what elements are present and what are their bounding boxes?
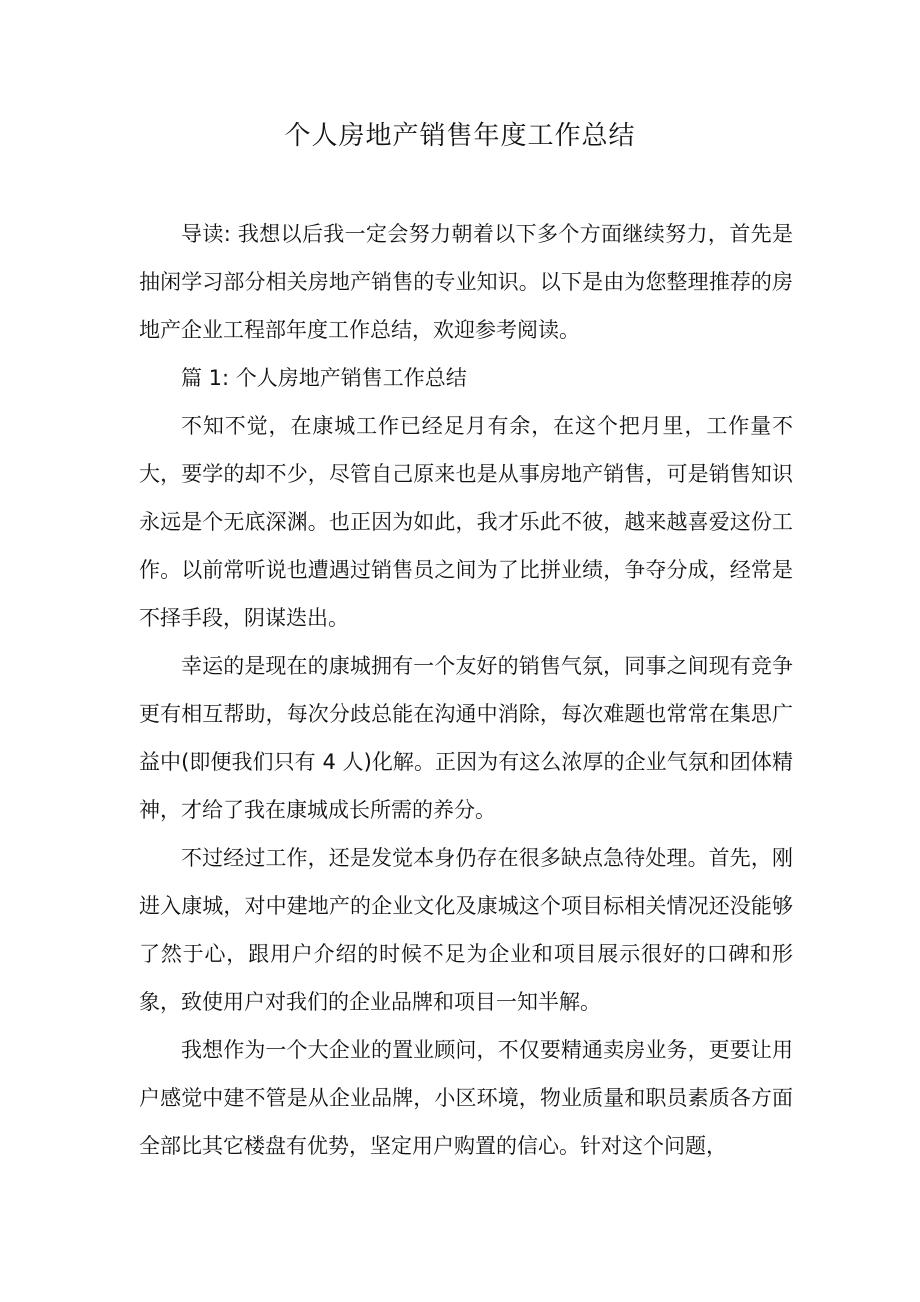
section-heading: 篇 1: 个人房地产销售工作总结 <box>181 366 467 390</box>
document-body <box>139 210 793 1170</box>
document-title: 个人房地产销售年度工作总结 <box>284 121 636 151</box>
body-paragraph: 我想作为一个大企业的置业顾问，不仅要精通卖房业务，更要让用户感觉中建不管是从企业品牌，小区环境，物业质量和职员素质各方面全部比其它楼盘有优势，坚定用户购置的信心。针对这个问题， <box>139 1038 793 1158</box>
intro-paragraph: 导读: 我想以后我一定会努力朝着以下多个方面继续努力，首先是抽闲学习部分相关房地产销售的专业知识。以下是由为您整理推荐的房地产企业工程部年度工作总结，欢迎参考阅读。 <box>139 222 793 342</box>
body-paragraph: 不知不觉，在康城工作已经足月有余，在这个把月里，工作量不大，要学的却不少，尽管自己原来也是从事房地产销售，可是销售知识永远是个无底深渊。也正因为如此，我才乐此不彼，越来越喜爱这份工作。以前常听说也遭遇过销售员之间为了比拼业绩，争夺分成，经常是不择手段，阴谋迭出。 <box>139 414 793 630</box>
body-paragraph: 幸运的是现在的康城拥有一个友好的销售气氛，同事之间现有竞争更有相互帮助，每次分歧总能在沟通中消除，每次难题也常常在集思广益中(即便我们只有 4 人)化解。正因为有这么浓厚的企业气氛和团体精神，才给了我在康城成长所需的养分。 <box>139 654 793 822</box>
body-paragraph: 不过经过工作，还是发觉本身仍存在很多缺点急待处理。首先，刚进入康城，对中建地产的企业文化及康城这个项目标相关情况还没能够了然于心，跟用户介绍的时候不足为企业和项目展示很好的口碑和形象，致使用户对我们的企业品牌和项目一知半解。 <box>139 846 793 1014</box>
